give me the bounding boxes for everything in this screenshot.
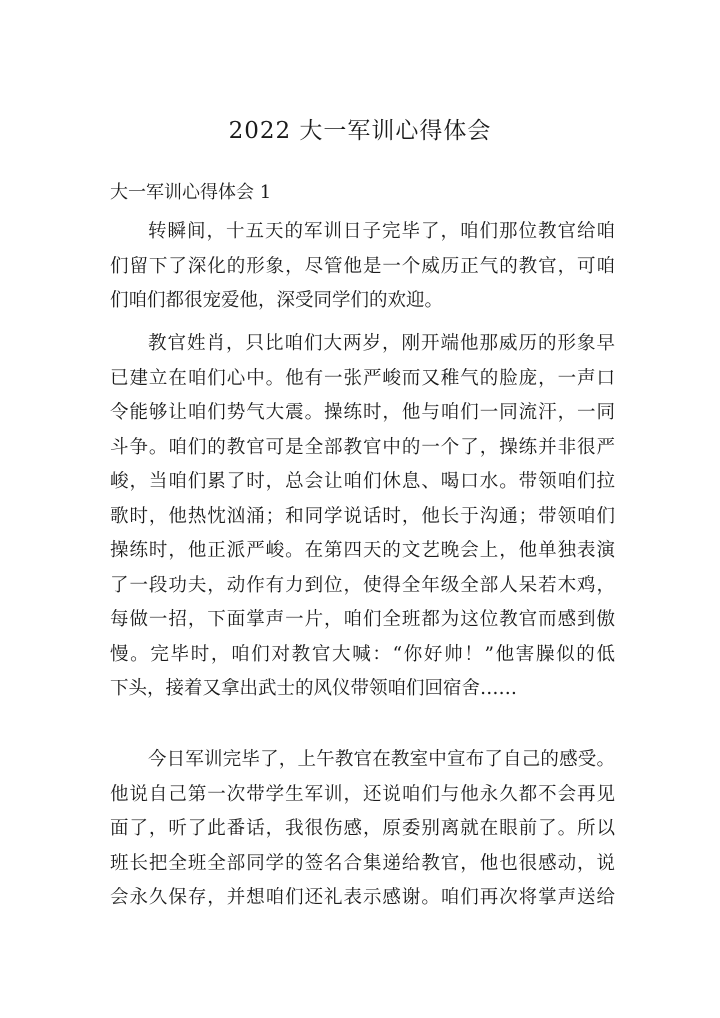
paragraph-line: 今日军训完毕了，上午教官在教室中宣布了自己的感受。: [148, 749, 615, 770]
paragraph-line: 歌时，他热忱汹涌；和同学说话时，他长于沟通；带领咱们: [110, 505, 615, 527]
paragraph-line: 教官姓肖，只比咱们大两岁，刚开端他那威历的形象早: [148, 333, 615, 354]
paragraph-3: [110, 743, 615, 916]
paragraph-line: 班长把全班全部同学的签名合集递给教官，他也很感动，说: [110, 852, 615, 874]
paragraph-line: 转瞬间，十五天的军训日子完毕了，咱们那位教官给咱: [148, 221, 615, 242]
document-title: 2022 大一军训心得体会: [228, 118, 492, 144]
paragraph-line: 们咱们都很宠爱他，深受同学们的欢迎。: [110, 290, 444, 311]
section-heading: 大一军训心得体会 1: [110, 182, 272, 203]
paragraph-line: 面了，听了此番话，我很伤感，原委别离就在眼前了。所以: [110, 818, 615, 839]
paragraph-line: 峻，当咱们累了时，总会让咱们休息、喝口水。带领咱们拉: [110, 471, 615, 492]
paragraph-line: 下头，接着又拿出武士的风仪带领咱们回宿舍……: [110, 678, 518, 699]
paragraph-line: 了一段功夫，动作有力到位，使得全年级全部人呆若木鸡，: [110, 574, 615, 596]
paragraph-line: 会永久保存，并想咱们还礼表示感谢。咱们再次将掌声送给: [110, 887, 615, 908]
paragraph-line: 操练时，他正派严峻。在第四天的文艺晚会上，他单独表演: [110, 540, 615, 561]
paragraph-line: 已建立在咱们心中。他有一张严峻而又稚气的脸庞，一声口: [110, 367, 615, 389]
paragraph-2: [110, 327, 615, 707]
paragraph-line: 们留下了深化的形象，尽管他是一个威历正气的教官，可咱: [110, 255, 615, 277]
paragraph-line: 每做一招，下面掌声一片，咱们全班都为这位教官而感到傲: [110, 609, 615, 630]
paragraph-line: 他说自己第一次带学生军训，还说咱们与他永久都不会再见: [110, 783, 615, 805]
paragraph-line: 令能够让咱们势气大震。操练时，他与咱们一同流汗，一同: [110, 402, 615, 423]
paragraph-1: [110, 215, 615, 319]
paragraph-line: 慢。完毕时，咱们对教官大喊：“你好帅！”他害臊似的低: [110, 643, 615, 665]
paragraph-line: 斗争。咱们的教官可是全部教官中的一个了，操练并非很严: [110, 436, 615, 458]
